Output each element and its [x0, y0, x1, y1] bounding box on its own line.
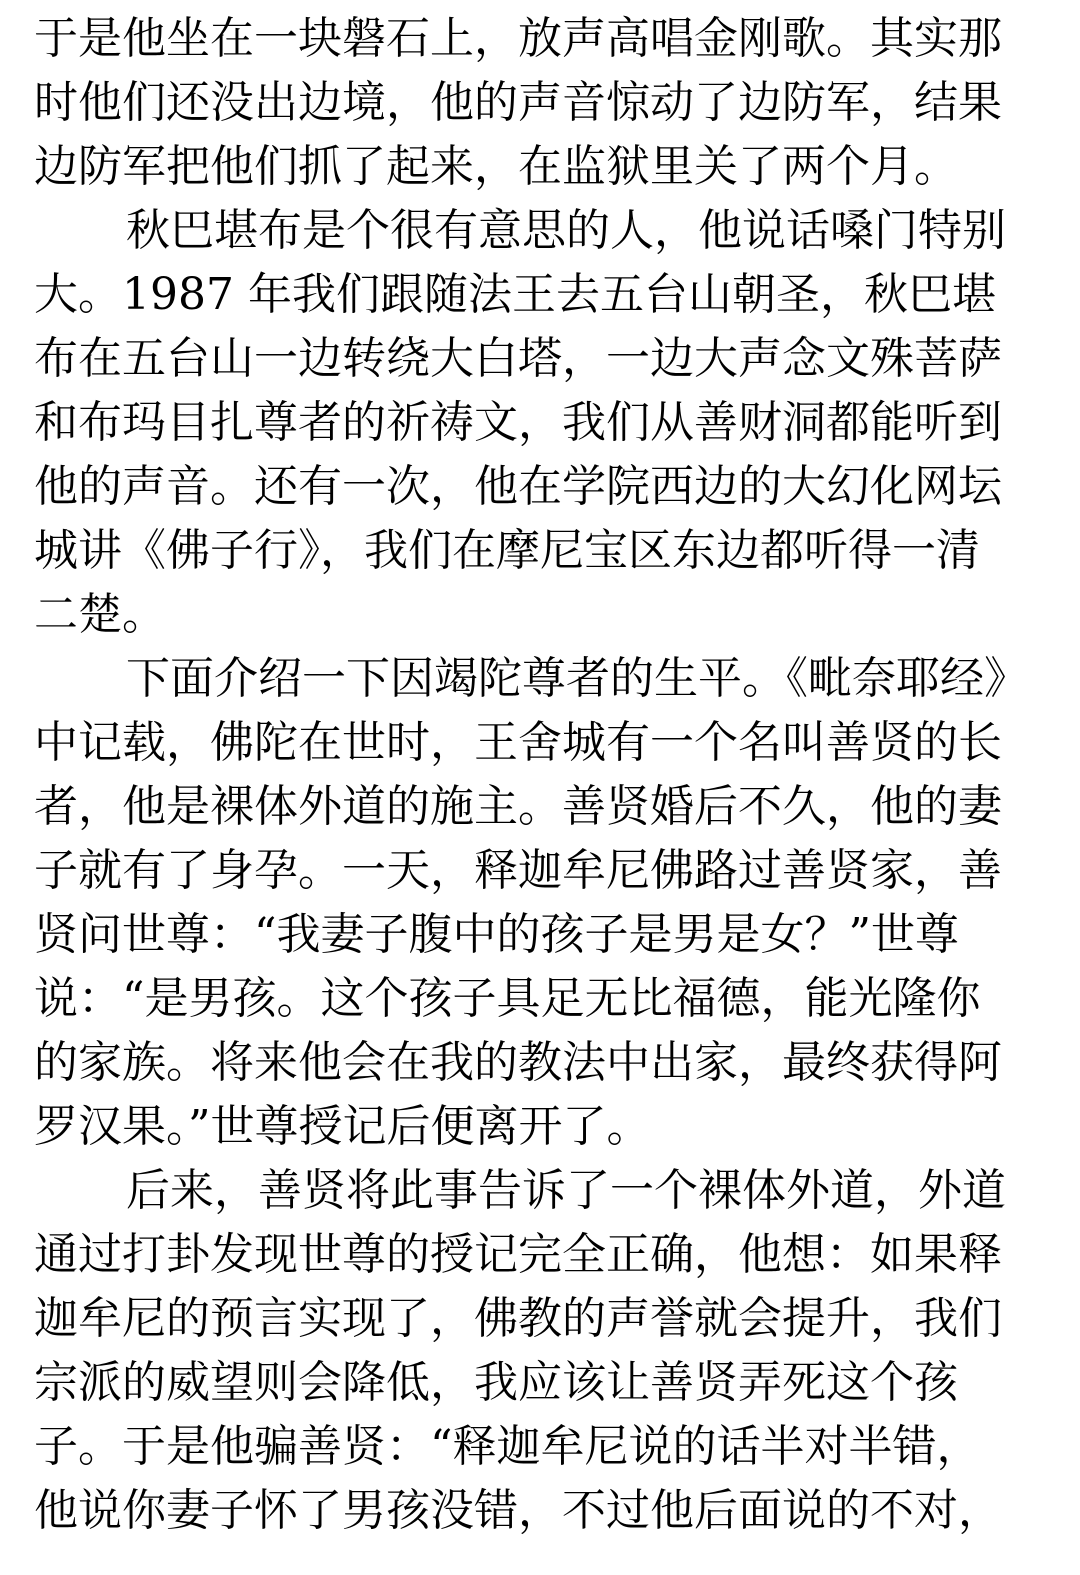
text-line: 和布玛目扎尊者的祈祷文，我们从善财洞都能听到: [34, 397, 1002, 448]
text-line: 布在五台山一边转绕大白塔，一边大声念文殊菩萨: [34, 333, 1002, 384]
text-line: 中记载，佛陀在世时，王舍城有一个名叫善贤的长: [34, 717, 1002, 768]
text-line: 迦牟尼的预言实现了，佛教的声誉就会提升，我们: [34, 1293, 1002, 1344]
text-line: 二楚。: [34, 589, 166, 640]
text-line: 下面介绍一下因竭陀尊者的生平。《毗奈耶经》: [126, 653, 1028, 704]
text-line: 的家族。将来他会在我的教法中出家，最终获得阿: [34, 1037, 1002, 1088]
text-line: 于是他坐在一块磐石上，放声高唱金刚歌。其实那: [34, 13, 1002, 64]
text-line: 宗派的威望则会降低，我应该让善贤弄死这个孩: [34, 1357, 958, 1408]
text-line: 大。1987 年我们跟随法王去五台山朝圣，秋巴堪: [34, 269, 996, 320]
text-line: 城讲《佛子行》，我们在摩尼宝区东边都听得一清: [34, 525, 980, 576]
text-line: 边防军把他们抓了起来，在监狱里关了两个月。: [34, 141, 958, 192]
text-line: 时他们还没出边境，他的声音惊动了边防军，结果: [34, 77, 1002, 128]
text-line: 后来，善贤将此事告诉了一个裸体外道，外道: [126, 1165, 1006, 1216]
text-line: 罗汉果。”世尊授记后便离开了。: [34, 1101, 651, 1152]
text-line: 说：“是男孩。这个孩子具足无比福德，能光隆你: [34, 973, 981, 1024]
text-line: 者，他是裸体外道的施主。善贤婚后不久，他的妻: [34, 781, 1002, 832]
text-line: 子。于是他骗善贤：“释迦牟尼说的话半对半错，: [34, 1421, 981, 1472]
text-line: 贤问世尊：“我妻子腹中的孩子是男是女？”世尊: [34, 909, 959, 960]
text-line: 他的声音。还有一次，他在学院西边的大幻化网坛: [34, 461, 1002, 512]
text-line: 通过打卦发现世尊的授记完全正确，他想：如果释: [34, 1229, 1002, 1280]
text-line: 秋巴堪布是个很有意思的人，他说话嗓门特别: [126, 205, 1006, 256]
text-line: 他说你妻子怀了男孩没错，不过他后面说的不对，: [34, 1485, 1002, 1536]
body-text: [34, 7, 1058, 1543]
text-line: 子就有了身孕。一天，释迦牟尼佛路过善贤家，善: [34, 845, 1002, 896]
